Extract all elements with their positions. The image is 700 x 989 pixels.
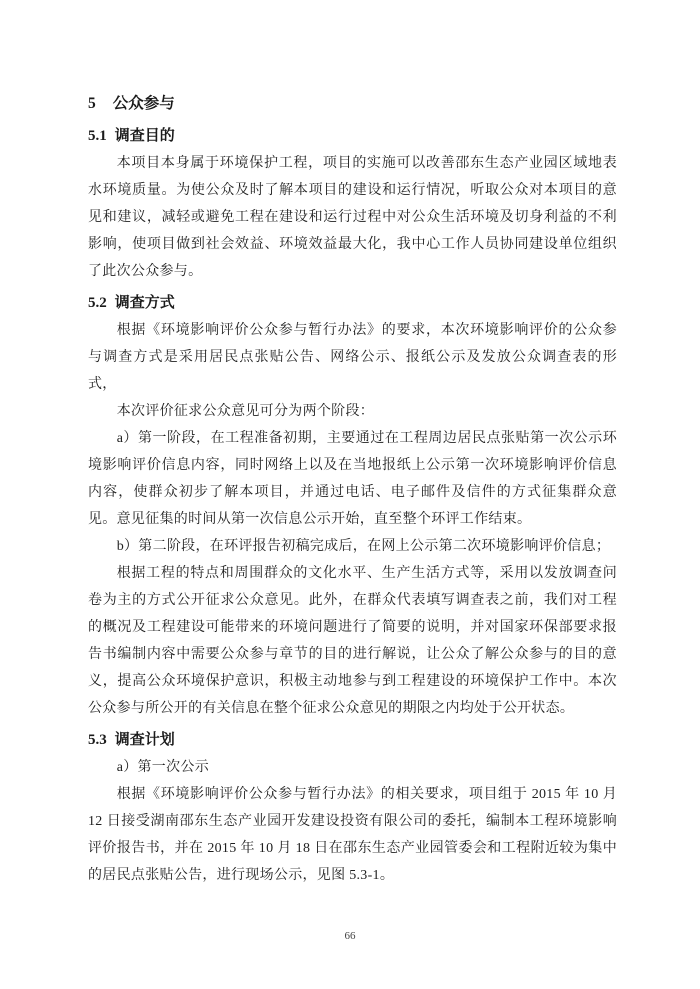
- section-heading-5-1: [88, 122, 617, 150]
- paragraph-survey-purpose: 本项目本身属于环境保护工程，项目的实施可以改善邵东生态产业园区域地表水环境质量。为使公众及时了解本项目的建设和运行情况，听取公众对本项目的意见和建议，减轻或避免工程在建设和运行过程中对公众生活环境及切身利益的不利影响，使项目做到社会效益、环境效益最大化，我中心工作人员协同建设单位组织了此次公众参与。: [88, 156, 617, 279]
- section-heading-5: [88, 90, 617, 118]
- section-title: 调查方式: [114, 294, 175, 311]
- paragraph-first-publicity-label: a）第一次公示: [116, 760, 210, 775]
- section-number: 5: [88, 95, 96, 112]
- paragraph-stage-two: b）第二阶段，在环评报告初稿完成后，在网上公示第二次环境影响评价信息；: [116, 539, 611, 554]
- section-number: 5.3: [88, 732, 107, 748]
- paragraph-survey-method-intro: 根据《环境影响评价公众参与暂行办法》的要求，本次环境影响评价的公众参与调查方式是采用居民点张贴公告、网络公示、报纸公示及发放公众调查表的形式，: [88, 323, 617, 392]
- paragraph-stage-one: a）第一阶段，在工程准备初期，主要通过在工程周边居民点张贴第一次公示环境影响评价信息内容，同时网络上以及在当地报纸上公示第一次环境影响评价信息内容，使群众初步了解本项目，并通过电话、电子邮件及信件的方式征集群众意见。意见征集的时间从第一次信息公示开始，直至整个环评工作结束。: [88, 431, 617, 527]
- section-title: 调查目的: [114, 127, 175, 144]
- section-heading-5-2: [88, 289, 617, 317]
- section-number: 5.2: [88, 295, 107, 311]
- section-heading-5-3: [88, 726, 617, 754]
- paragraph-first-publicity-detail: 根据《环境影响评价公众参与暂行办法》的相关要求，项目组于 2015 年 10 月 12 日接受湖南邵东生态产业园开发建设投资有限公司的委托，编制本工程环境影响评价报告书，并在 2015 年 10 月 18 日在邵东生态产业园管委会和工程附近较为集中的居民点张贴公告，进行现场公示，见图 5.3-1。: [88, 787, 617, 883]
- section-title: 公众参与: [112, 95, 175, 112]
- page-number: 66: [344, 930, 356, 942]
- section-number: 5.1: [88, 128, 107, 144]
- paragraph-questionnaire-method: 根据工程的特点和周围群众的文化水平、生产生活方式等，采用以发放调查问卷为主的方式公开征求公众意见。此外，在群众代表填写调查表之前，我们对工程的概况及工程建设可能带来的环境问题进行了简要的说明，并对国家环保部要求报告书编制内容中需要公众参与章节的目的进行解说，让公众了解公众参与的目的意义，提高公众环境保护意识，积极主动地参与到工程建设的环境保护工作中。本次公众参与所公开的有关信息在整个征求公众意见的期限之内均处于公开状态。: [88, 566, 617, 716]
- section-title: 调查计划: [114, 731, 175, 748]
- paragraph-two-stages-intro: 本次评价征求公众意见可分为两个阶段：: [116, 404, 375, 419]
